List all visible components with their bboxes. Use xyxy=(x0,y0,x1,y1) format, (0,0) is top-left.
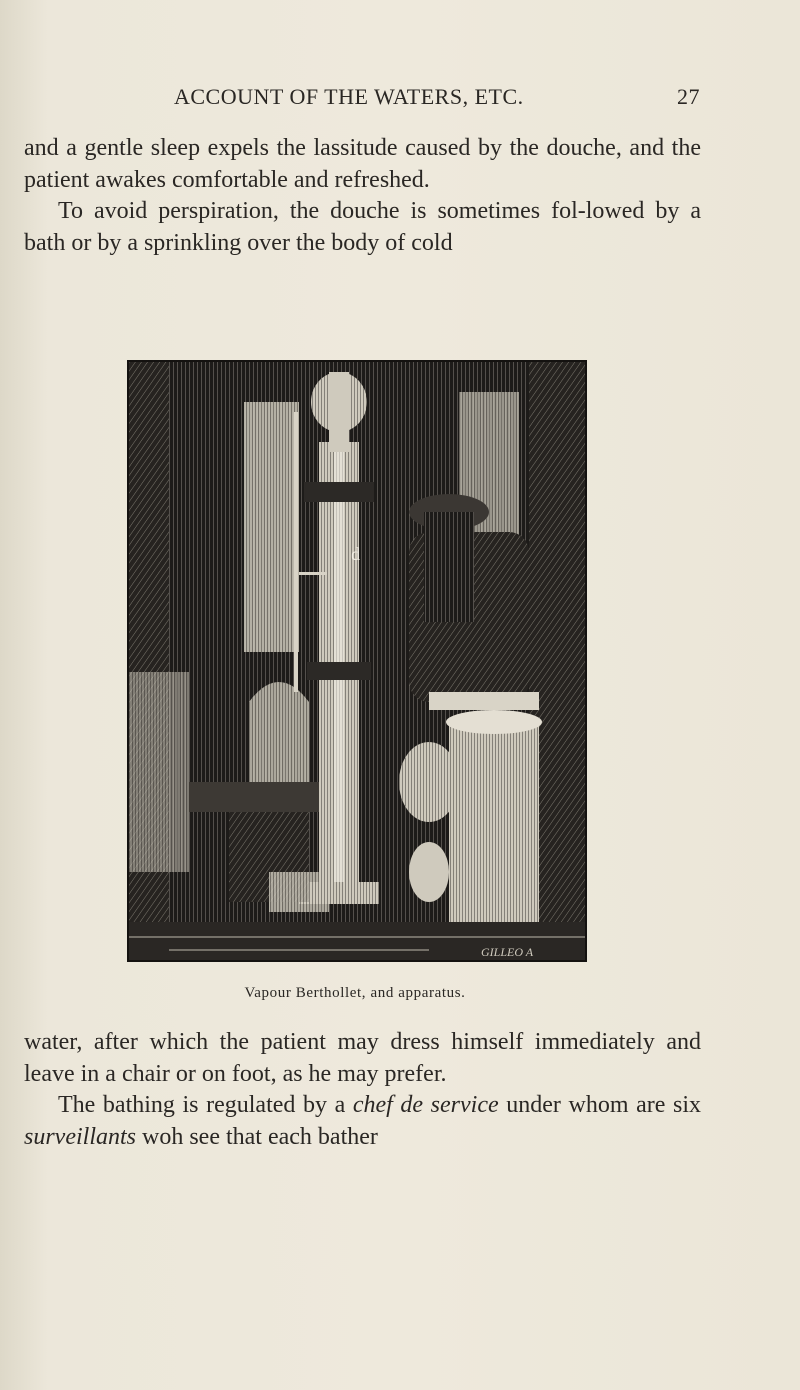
bottom-text-block xyxy=(24,1027,701,1153)
running-title: ACCOUNT OF THE WATERS, ETC. xyxy=(174,84,524,109)
text-each-bather: woh see that each bather xyxy=(136,1123,378,1150)
top-text-block xyxy=(24,133,701,259)
text-bathing-start: The bathing is regulated by a xyxy=(58,1092,353,1118)
paragraph-cold-water: water, after which the patient may dress himself immediately and leave in a chair or on foot, as he may prefer. xyxy=(24,1029,701,1087)
paragraph-bathing-regulated xyxy=(24,1090,701,1153)
text-under-whom: under whom are six xyxy=(498,1092,702,1118)
engraver-signature: GILLEO A xyxy=(481,945,534,959)
paragraph-continuation: and a gentle sleep expels the lassitude caused by the douche, and the patient awakes comfortable and refreshed. xyxy=(24,135,701,193)
running-head xyxy=(140,84,700,110)
engraving-letter-d: d xyxy=(351,544,360,564)
engraving-illustration xyxy=(127,360,587,962)
page-number: 27 xyxy=(677,84,700,109)
engraving-drawing xyxy=(129,362,585,960)
figure-caption: Vapour Berthollet, and apparatus. xyxy=(244,985,466,1001)
text-surveillants: surveillants xyxy=(24,1123,136,1150)
text-chef-de-service: chef de service xyxy=(352,1092,499,1118)
paragraph-perspiration: To avoid perspiration, the douche is sometimes fol-lowed by a bath or by a sprinkling over the body of cold xyxy=(24,198,701,256)
